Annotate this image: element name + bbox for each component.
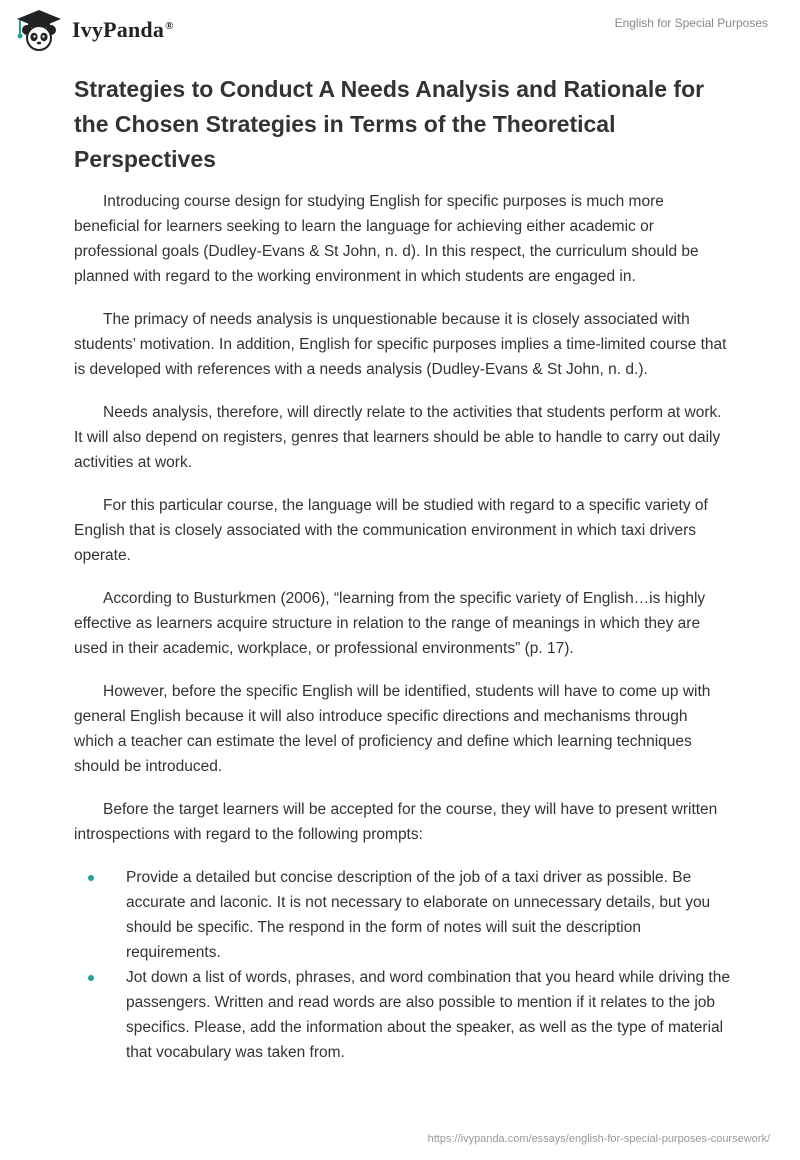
bullet-icon [88, 975, 94, 981]
list-item [74, 865, 730, 965]
paragraph: The primacy of needs analysis is unquestionable because it is closely associated with students’ motivation. In addition, English for specific purposes implies a time-limited course that is developed with references with a needs analysis (Dudley-Evans & St John, n. d.). [74, 311, 727, 378]
paragraph: Before the target learners will be accepted for the course, they will have to present written introspections with regard to the following prompts: [74, 801, 718, 843]
ivypanda-logo[interactable] [14, 8, 174, 52]
source-url[interactable]: https://ivypanda.com/essays/english-for-special-purposes-coursework/ [427, 1133, 770, 1145]
list-item [74, 965, 730, 1065]
paragraph: Introducing course design for studying English for specific purposes is much more beneficial for learners seeking to learn the language for achieving either academic or professional goals (Dudley-Evans & St John, n. d). In this respect, the curriculum should be planned with regard to the working environment in which students are engaged in. [74, 193, 699, 285]
paragraph: For this particular course, the language will be studied with regard to a specific variety of English that is closely associated with the communication environment in which taxi drivers operate. [74, 497, 708, 564]
brand-name [72, 17, 174, 43]
page-header [0, 0, 800, 64]
prompt-list [74, 865, 730, 1065]
paragraph: Needs analysis, therefore, will directly relate to the activities that students perform at work. It will also depend on registers, genres that learners should be able to handle to carry out daily activities at work. [74, 404, 722, 471]
brand-name-text: IvyPanda [72, 17, 165, 42]
panda-graduation-cap-icon [14, 8, 64, 52]
registered-mark: ® [165, 19, 174, 32]
essay-body [74, 189, 730, 1065]
document-title: English for Special Purposes [614, 16, 768, 30]
bullet-icon [88, 875, 94, 881]
list-item-text: Provide a detailed but concise description of the job of a taxi driver as possible. Be accurate and laconic. It is not necessary to elaborate on unnecessary details, but you should be specific. The respond in the form of notes will suit the description requirements. [126, 869, 711, 961]
paragraph: According to Busturkmen (2006), “learning from the specific variety of English…is highly effective as learners acquire structure in relation to the range of meanings in which they are used in their academic, workplace, or professional environments” (p. 17). [74, 590, 706, 657]
list-item-text: Jot down a list of words, phrases, and word combination that you heard while driving the passengers. Written and read words are also possible to mention if it relates to the job specifics. Please, add the information about the speaker, as well as the type of material that vocabulary was taken from. [126, 969, 730, 1061]
paragraph: However, before the specific English will be identified, students will have to come up with general English because it will also introduce specific directions and mechanisms through which a teacher can estimate the level of proficiency and define which learning techniques should be introduced. [74, 683, 711, 775]
page-title: Strategies to Conduct A Needs Analysis and Rationale for the Chosen Strategies in Terms of the Theoretical Perspectives [74, 76, 705, 172]
